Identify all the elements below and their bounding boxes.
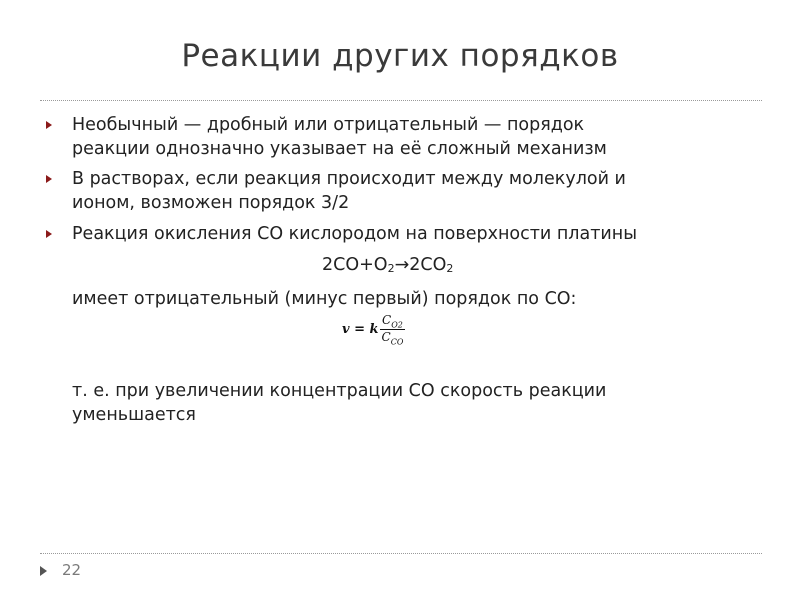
- bullet-marker-icon: [46, 121, 52, 129]
- conclusion-text: [72, 379, 732, 427]
- next-slide-arrow-icon[interactable]: [40, 566, 47, 576]
- reaction-part-2: 2CO: [409, 255, 447, 275]
- bullet-1-line-1: Необычный — дробный или отрицательный — порядок: [72, 115, 585, 135]
- reaction-arrow: →: [394, 255, 410, 275]
- formula-fraction: [380, 313, 406, 347]
- reaction-sub-1: 2: [387, 262, 395, 275]
- conclusion-line-1: т. е. при увеличении концентрации СО скорость реакции: [72, 381, 607, 401]
- bullet-1-text: [72, 113, 732, 161]
- page-number: 22: [62, 561, 82, 579]
- rate-formula: [342, 313, 405, 347]
- bullet-marker-icon: [46, 175, 52, 183]
- bullet-2-line-2: ионом, возможен порядок 3/2: [72, 193, 350, 213]
- bullet-3-line-1: Реакция окисления СО кислородом на поверхности платины: [72, 224, 638, 244]
- reaction-part-1: 2CO+O: [322, 255, 388, 275]
- order-text: имеет отрицательный (минус первый) порядок по СО:: [72, 289, 577, 309]
- bullet-1-line-2: реакции однозначно указывает на её сложный механизм: [72, 139, 607, 159]
- bullet-2-line-1: В растворах, если реакция происходит между молекулой и: [72, 169, 626, 189]
- reaction-sub-2: 2: [446, 262, 454, 275]
- formula-lhs: v = k: [342, 322, 379, 338]
- bullet-2-text: [72, 167, 732, 215]
- slide-title: Реакции других порядков: [181, 38, 619, 74]
- footer-divider: [40, 553, 762, 554]
- bullet-marker-icon: [46, 230, 52, 238]
- title-divider: [40, 100, 762, 101]
- formula-denominator: $C_{CO}$: [381, 330, 404, 347]
- reaction-equation: [322, 253, 453, 281]
- formula-numerator: $C_{O2}$: [382, 313, 403, 330]
- bullet-3-text: [72, 222, 732, 246]
- conclusion-line-2: уменьшается: [72, 405, 196, 425]
